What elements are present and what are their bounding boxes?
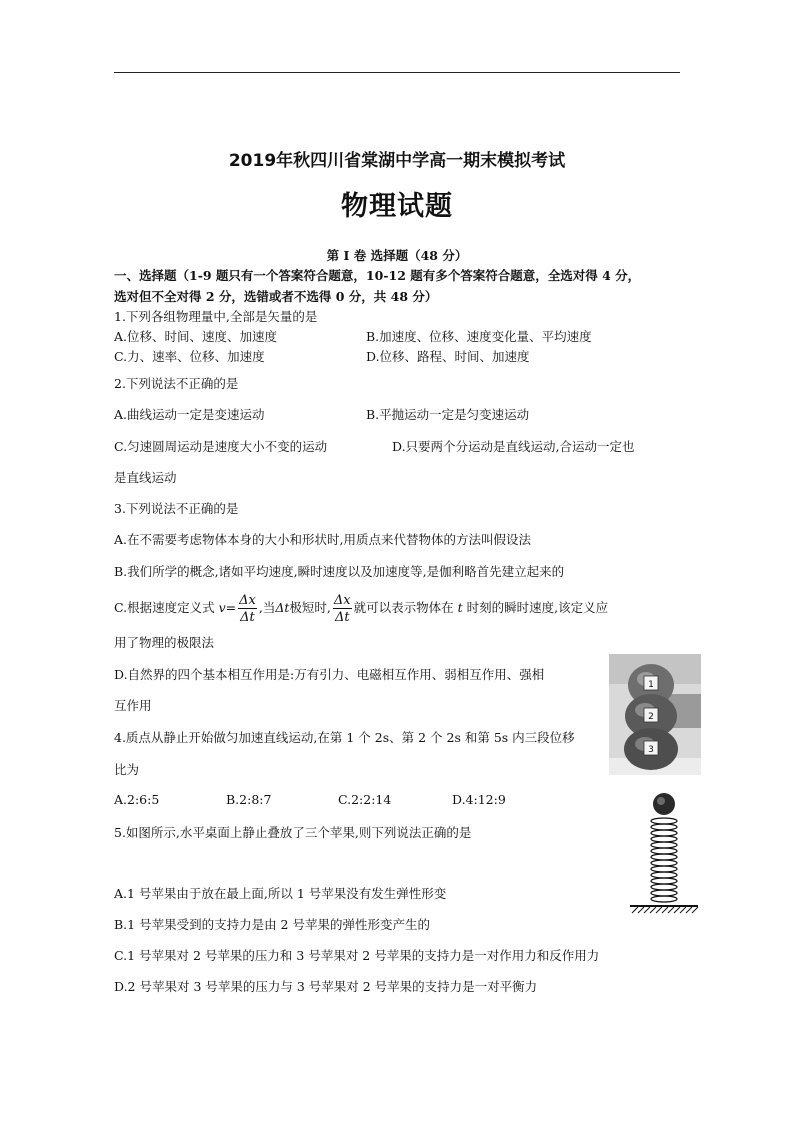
q1-stem: 1.下列各组物理量中,全部是矢量的是 [114, 309, 318, 324]
apple-2-label: 2 [648, 712, 654, 722]
q3-option-a: A.在不需要考虑物体本身的大小和形状时,用质点来代替物体的方法叫假设法 [114, 532, 531, 547]
q4-option-a: A.2:6:5 [114, 792, 160, 807]
q3-c-suffix: 时刻的瞬时速度,该定义应 [466, 600, 609, 615]
q2-option-d: D.只要两个分运动是直线运动,合运动一定也 [392, 439, 635, 454]
ball-spring-figure [628, 790, 700, 916]
stacked-apples-figure [609, 654, 701, 775]
q5-stem: 5.如图所示,水平桌面上静止叠放了三个苹果,则下列说法正确的是 [114, 825, 472, 840]
q3-c-v: v [218, 600, 226, 615]
section-heading: 第 I 卷 选择题（48 分） [326, 248, 468, 263]
q3-c-mid3: 就可以表示物体在 [353, 600, 454, 615]
apple-1-label: 1 [648, 680, 654, 690]
q2-option-b: B.平抛运动一定是匀变速运动 [366, 407, 530, 422]
q1-option-b: B.加速度、位移、速度变化量、平均速度 [366, 329, 592, 344]
q3-c-fraction-2-num: Δx [333, 592, 351, 608]
q4-option-b: B.2:8:7 [226, 792, 272, 807]
q3-c-fraction-1 [238, 594, 257, 624]
q2-option-c: C.匀速圆周运动是速度大小不变的运动 [114, 439, 328, 454]
exam-title: 2019年秋四川省棠湖中学高一期末模拟考试 [228, 151, 566, 171]
instructions-line-2: 选对但不全对得 2 分，选错或者不选得 0 分，共 48 分） [114, 289, 438, 304]
q4-option-c: C.2:2:14 [338, 792, 392, 807]
q1-option-c: C.力、速率、位移、加速度 [114, 349, 265, 364]
apple-3-label: 3 [648, 745, 654, 755]
q1-option-a: A.位移、时间、速度、加速度 [114, 329, 278, 344]
q4-stem-cont: 比为 [114, 762, 140, 777]
q3-option-d-cont: 互作用 [114, 698, 152, 713]
q3-c-fraction-1-num: Δx [239, 592, 256, 608]
q3-c-prefix: C.根据速度定义式 [114, 600, 215, 615]
q3-c-fraction-2 [333, 594, 352, 624]
q1-option-d: D.位移、路程、时间、加速度 [366, 349, 530, 364]
q3-stem: 3.下列说法不正确的是 [114, 501, 239, 516]
q3-c-fraction-1-den: Δt [240, 609, 255, 625]
q3-c-dt: Δt [275, 600, 290, 615]
q5-option-b: B.1 号苹果受到的支持力是由 2 号苹果的弹性形变产生的 [114, 917, 430, 932]
header-rule [114, 72, 680, 73]
q2-stem: 2.下列说法不正确的是 [114, 376, 239, 391]
q4-option-d: D.4:12:9 [452, 792, 506, 807]
q3-option-c-cont: 用了物理的极限法 [114, 635, 215, 650]
stacked-apples-image [609, 654, 701, 775]
q3-option-d: D.自然界的四个基本相互作用是:万有引力、电磁相互作用、弱相互作用、强相 [114, 667, 545, 682]
q3-c-t: t [457, 600, 463, 615]
ball-spring-drawing [628, 790, 700, 916]
ground-hatching [632, 907, 698, 913]
q3-option-b: B.我们所学的概念,诸如平均速度,瞬时速度以及加速度等,是伽利略首先建立起来的 [114, 564, 565, 579]
q3-option-c [114, 588, 608, 628]
q5-option-c: C.1 号苹果对 2 号苹果的压力和 3 号苹果对 2 号苹果的支持力是一对作用力和反作用力 [114, 948, 600, 963]
q3-c-mid1: ,当 [258, 600, 276, 615]
q3-c-fraction-2-den: Δt [334, 609, 350, 625]
instructions-line-1: 一、选择题（1-9 题只有一个答案符合题意，10-12 题有多个答案符合题意，全选对得 4 分， [114, 268, 641, 283]
q4-stem: 4.质点从静止开始做匀加速直线运动,在第 1 个 2s、第 2 个 2s 和第 5s 内三段位移 [114, 730, 575, 745]
q2-option-a: A.曲线运动一定是变速运动 [114, 407, 265, 422]
q3-c-equals: = [225, 600, 237, 615]
q5-option-a: A.1 号苹果由于放在最上面,所以 1 号苹果没有发生弹性形变 [114, 886, 447, 901]
spring [651, 818, 677, 902]
q5-option-d: D.2 号苹果对 3 号苹果的压力与 3 号苹果对 2 号苹果的支持力是一对平衡力 [114, 979, 538, 994]
subject-title: 物理试题 [341, 191, 453, 222]
q3-c-mid2: 极短时, [289, 600, 331, 615]
ball [653, 793, 675, 815]
q2-option-d-cont: 是直线运动 [114, 470, 177, 485]
